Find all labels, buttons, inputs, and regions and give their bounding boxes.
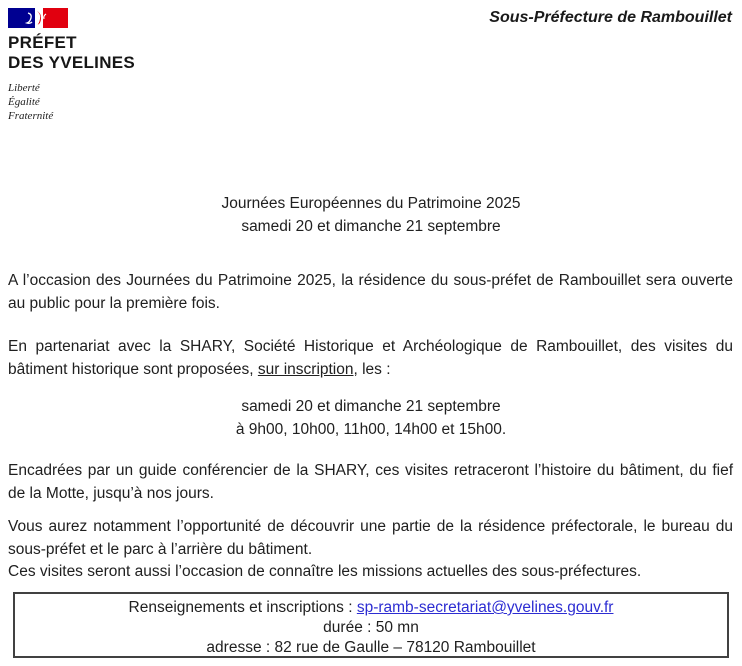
on-registration-emphasis: sur inscription — [257, 360, 354, 378]
french-flag-marianne-icon — [8, 8, 68, 28]
document-title — [0, 193, 742, 238]
motto-egalite: Égalité — [8, 96, 40, 108]
paragraph-partnership-text: En partenariat avec la SHARY, Société Historique et Archéologique de Rambouillet, des visites du bâtiment historique sont proposées, — [8, 338, 733, 378]
motto-fraternite: Fraternité — [8, 110, 54, 122]
paragraph-partnership-end: , les : — [353, 360, 391, 378]
document-title-line1: Journées Européennes du Patrimoine 2025 — [221, 195, 521, 212]
paragraph-discover-block — [8, 516, 733, 584]
paragraph-partnership — [8, 336, 733, 381]
document-title-line2: samedi 20 et dimanche 21 septembre — [241, 217, 501, 235]
motto-liberte: Liberté — [8, 82, 40, 94]
republic-motto — [8, 81, 228, 123]
agency-name — [8, 33, 228, 73]
agency-name-line2: DES YVELINES — [8, 53, 136, 72]
contact-email-link[interactable]: sp-ramb-secretariat@yvelines.gouv.fr — [356, 599, 614, 616]
paragraph-intro: A l’occasion des Journées du Patrimoine 2025, la résidence du sous-préfet de Rambouillet sera ouverte au public pour la première fois. — [8, 272, 733, 312]
visit-schedule-times: à 9h00, 10h00, 11h00, 14h00 et 15h00. — [235, 420, 507, 438]
paragraph-discover: Vous aurez notamment l’opportunité de découvrir une partie de la résidence préfectorale, le bureau du sous-préfet et le parc à l’arrière du bâtiment. — [8, 518, 733, 558]
paragraph-missions: Ces visites seront aussi l’occasion de connaître les missions actuelles des sous-préfectures. — [8, 563, 642, 580]
contact-label: Renseignements et inscriptions : — [128, 599, 357, 616]
info-box-contact-line — [15, 598, 727, 618]
office-title: Sous-Préfecture de Rambouillet — [489, 9, 732, 26]
info-box-address: adresse : 82 rue de Gaulle – 78120 Rambouillet — [206, 639, 536, 656]
visit-schedule — [0, 396, 742, 441]
agency-name-line1: PRÉFET — [8, 33, 77, 52]
visit-schedule-dates: samedi 20 et dimanche 21 septembre — [241, 398, 501, 415]
prefecture-logo-block — [8, 8, 228, 123]
info-box-duration: durée : 50 mn — [323, 619, 419, 636]
paragraph-guide: Encadrées par un guide conférencier de la SHARY, ces visites retraceront l’histoire du bâtiment, du fief de la Motte, jusqu’à nos jours. — [8, 462, 733, 502]
info-box — [13, 592, 729, 658]
